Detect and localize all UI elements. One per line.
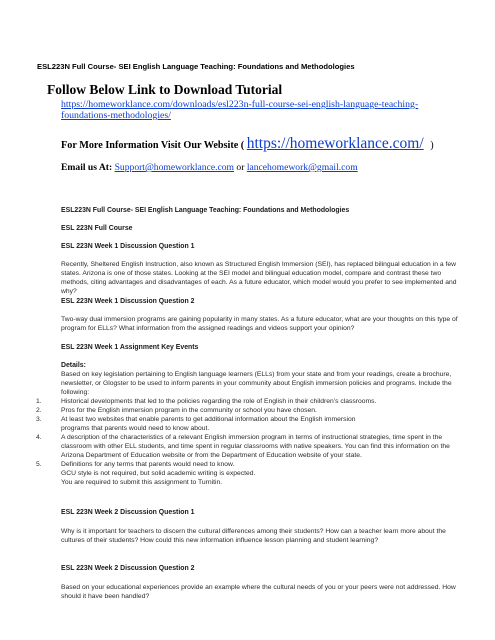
w2-dq2-text: Based on your educational experiences provide an example where the cultural needs of you or your peers were not addressed. How should it have been handled?: [61, 584, 456, 600]
email-line: [61, 162, 358, 173]
website-close: ): [430, 140, 434, 151]
style-note: GCU style is not required, but solid academic writing is expected.: [61, 470, 256, 477]
list-text: Definitions for any terms that parents would need to know.: [61, 461, 235, 468]
details-heading: Details:: [61, 362, 86, 369]
list-item: [36, 397, 459, 406]
requirements-list: [36, 397, 459, 487]
email-label: Email us At:: [61, 162, 113, 173]
course-subtitle: ESL 223N Full Course: [61, 225, 133, 232]
list-number: 1.: [36, 398, 42, 405]
turnitin-note: You are required to submit this assignment to Turnitin.: [61, 479, 223, 486]
website-link[interactable]: https://homeworklance.com/: [246, 135, 424, 152]
email-or: or: [236, 162, 245, 173]
list-text: A description of the characteristics of a relevant English immersion program in terms of instructional strategies, time spent in the classroom with other ELL students, and time spent in regular classrooms with native speakers. You can find this information on the Arizona Department of Education website or from the Department of Education website of your state.: [61, 434, 450, 459]
list-item: [36, 406, 459, 415]
w2-dq1-heading: ESL 223N Week 2 Discussion Question 1: [61, 509, 195, 516]
list-text: Pros for the English immersion program in the community or school you have chosen.: [61, 407, 317, 414]
tutorial-link[interactable]: https://homeworklance.com/downloads/esl223n-full-course-sei-english-language-teaching-foundations-methodologies/: [61, 99, 419, 121]
website-line: [61, 135, 434, 153]
w1-assignment-heading: ESL 223N Week 1 Assignment Key Events: [61, 344, 199, 351]
w1-dq2-text: Two-way dual immersion programs are gaining popularity in many states. As a future educator, what are your thoughts on this type of program for ELLs? What information from the assigned readings and videos support your opinion?: [61, 316, 458, 332]
w2-dq1-text: Why is it important for teachers to discern the cultural differences among their students? How can a teacher learn more about the cultures of their students? How could this new information influence lesson planning and student learning?: [61, 528, 446, 544]
download-heading: Follow Below Link to Download Tutorial: [47, 82, 283, 97]
course-title: ESL223N Full Course- SEI English Language Teaching: Foundations and Methodologies: [61, 207, 350, 214]
list-number: 5.: [36, 461, 42, 468]
list-continuation: programs that parents would need to know about.: [61, 425, 210, 432]
w1-dq2-heading: ESL 223N Week 1 Discussion Question 2: [61, 298, 195, 305]
list-text: At least two websites that enable parents to get additional information about the English immersion: [61, 416, 356, 423]
w2-dq2-heading: ESL 223N Week 2 Discussion Question 2: [61, 565, 195, 572]
list-number: 4.: [36, 434, 42, 441]
list-number: 3.: [36, 416, 42, 423]
lance-email-link[interactable]: lancehomework@gmail.com: [246, 162, 358, 173]
details-text: Based on key legislation pertaining to English language learners (ELLs) from your state and from your readings, create a brochure, newsletter, or Glogster to be used to inform parents in your community about English immersion policies and programs. Include the following:: [61, 371, 452, 396]
support-email-link[interactable]: Support@homeworklance.com: [114, 162, 234, 173]
website-label: For More Information Visit Our Website (: [61, 140, 245, 151]
list-item: [36, 460, 459, 469]
w1-dq1-text: Recently, Sheltered English Instruction, also known as Structured English Immersion (SEI), has replaced bilingual education in a few states. Arizona is one of those states. Looking at the SEI model and bilingual education model, compare and contrast these two methods, citing advantages and disadvantages of each. As a future educator, which model would you prefer to see implemented and why?: [61, 261, 457, 295]
w1-dq1-heading: ESL 223N Week 1 Discussion Question 1: [61, 243, 195, 250]
top-title: ESL223N Full Course- SEI English Language Teaching: Foundations and Methodologies: [37, 62, 355, 71]
list-item: [36, 415, 459, 424]
list-number: 2.: [36, 407, 42, 414]
list-text: Historical developments that led to the policies regarding the role of English in their children’s classrooms.: [61, 398, 377, 405]
list-item: [36, 433, 459, 460]
